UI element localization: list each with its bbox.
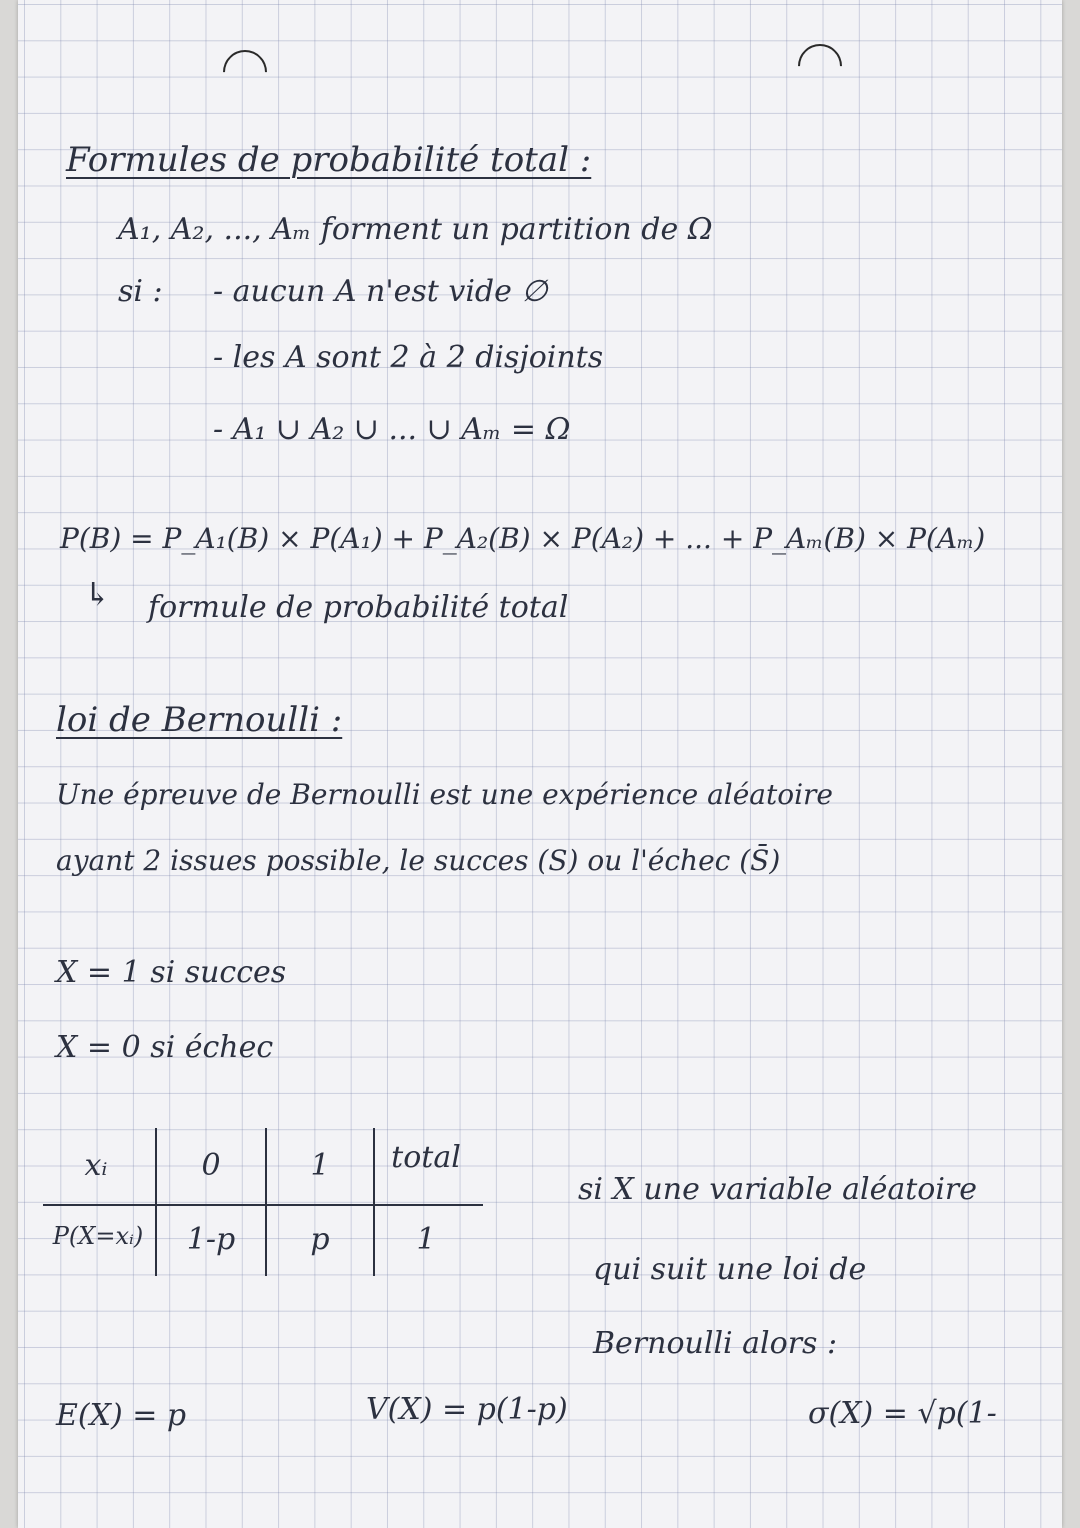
table-header-0: 0 [201, 1148, 221, 1183]
table-cell-1-p: 1-p [186, 1222, 236, 1257]
total-probability-formula: P(B) = P_A₁(B) × P(A₁) + P_A₂(B) × P(A₂) + ... + P_Aₘ(B) × P(Aₘ) [60, 522, 986, 555]
standard-deviation-formula: σ(X) = √p(1- [808, 1396, 997, 1431]
table-header-xi: xᵢ [84, 1148, 108, 1183]
x-failure-rule: X = 0 si échec [56, 1030, 274, 1065]
x-success-rule: X = 1 si succes [56, 955, 287, 990]
table-divider-horizontal [43, 1204, 483, 1206]
table-divider-vertical [155, 1128, 157, 1276]
table-divider-vertical [373, 1128, 375, 1276]
formula-label: formule de probabilité total [148, 590, 569, 625]
bernoulli-definition-line-1: Une épreuve de Bernoulli est une expérience aléatoire [56, 778, 833, 811]
bernoulli-note-line-1: si X une variable aléatoire [578, 1172, 978, 1207]
expectation-formula: E(X) = p [56, 1398, 187, 1433]
table-cell-p: p [310, 1222, 330, 1257]
table-header-1: 1 [310, 1148, 330, 1183]
variance-formula: V(X) = p(1-p) [366, 1392, 568, 1427]
grid-paper-sheet [18, 0, 1062, 1528]
table-cell-total: 1 [416, 1222, 436, 1257]
punch-hole-right [789, 35, 851, 97]
bernoulli-note-line-3: Bernoulli alors : [593, 1326, 838, 1361]
arrow-icon: ↳ [84, 575, 111, 613]
bernoulli-note-line-2: qui suit une loi de [593, 1252, 867, 1287]
section-title-bernoulli: loi de Bernoulli : [56, 700, 343, 740]
table-header-total: total [391, 1140, 461, 1175]
condition-item-1: - aucun A n'est vide ∅ [213, 274, 548, 309]
bernoulli-definition-line-2: ayant 2 issues possible, le succes (S) ou l'échec (S̄) [56, 844, 781, 877]
table-divider-vertical [265, 1128, 267, 1276]
condition-si-label: si : [118, 274, 163, 309]
section-title-total-probability: Formules de probabilité total : [66, 140, 592, 180]
table-row-label: P(X=xᵢ) [52, 1222, 144, 1250]
condition-item-3: - A₁ ∪ A₂ ∪ ... ∪ Aₘ = Ω [213, 412, 571, 447]
partition-statement: A₁, A₂, ..., Aₘ forment un partition de Ω [118, 212, 713, 247]
punch-hole-left [214, 41, 276, 103]
condition-item-2: - les A sont 2 à 2 disjoints [213, 340, 604, 375]
